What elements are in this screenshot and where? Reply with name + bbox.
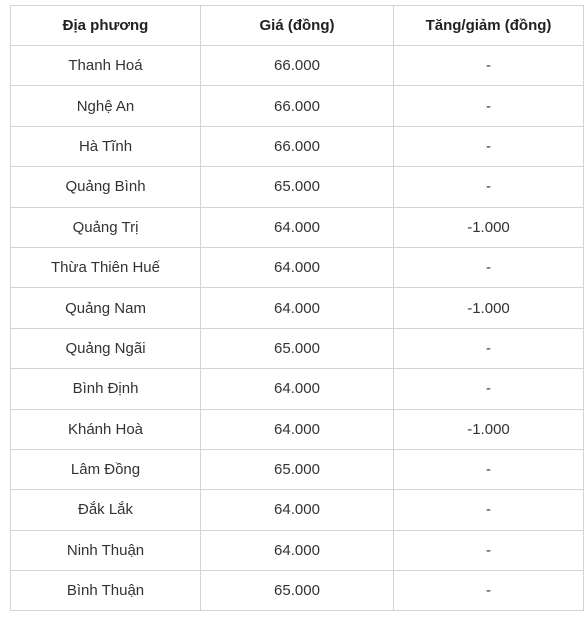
- price-cell: 65.000: [201, 167, 394, 207]
- table-row: [11, 247, 584, 287]
- table-row: [11, 490, 584, 530]
- header-change: Tăng/giảm (đồng): [394, 6, 584, 46]
- price-cell: 66.000: [201, 126, 394, 166]
- table-row: [11, 328, 584, 368]
- region-cell: Khánh Hoà: [11, 409, 201, 449]
- price-cell: 64.000: [201, 288, 394, 328]
- change-cell: -: [394, 247, 584, 287]
- price-cell: 66.000: [201, 46, 394, 86]
- region-cell: Quảng Trị: [11, 207, 201, 247]
- table-row: [11, 207, 584, 247]
- region-cell: Thừa Thiên Huế: [11, 247, 201, 287]
- table-row: [11, 167, 584, 207]
- change-cell: -: [394, 167, 584, 207]
- table-row: [11, 86, 584, 126]
- price-cell: 64.000: [201, 369, 394, 409]
- change-cell: -: [394, 449, 584, 489]
- table-body: [11, 46, 584, 611]
- price-cell: 65.000: [201, 571, 394, 611]
- region-cell: Đắk Lắk: [11, 490, 201, 530]
- change-cell: -: [394, 46, 584, 86]
- change-cell: -: [394, 490, 584, 530]
- price-cell: 64.000: [201, 247, 394, 287]
- table-row: [11, 449, 584, 489]
- price-cell: 66.000: [201, 86, 394, 126]
- region-cell: Thanh Hoá: [11, 46, 201, 86]
- table-row: [11, 288, 584, 328]
- change-cell: -: [394, 86, 584, 126]
- change-cell: -: [394, 328, 584, 368]
- change-cell: -1.000: [394, 288, 584, 328]
- region-cell: Nghệ An: [11, 86, 201, 126]
- price-cell: 64.000: [201, 409, 394, 449]
- price-cell: 64.000: [201, 530, 394, 570]
- table-row: [11, 369, 584, 409]
- change-cell: -: [394, 530, 584, 570]
- header-row: [11, 6, 584, 46]
- region-cell: Lâm Đồng: [11, 449, 201, 489]
- table-header: [11, 6, 584, 46]
- table-row: [11, 571, 584, 611]
- price-cell: 65.000: [201, 449, 394, 489]
- region-cell: Bình Định: [11, 369, 201, 409]
- change-cell: -: [394, 571, 584, 611]
- price-cell: 64.000: [201, 490, 394, 530]
- change-cell: -: [394, 369, 584, 409]
- price-table-container: [10, 5, 584, 611]
- change-cell: -: [394, 126, 584, 166]
- region-cell: Hà Tĩnh: [11, 126, 201, 166]
- table-row: [11, 409, 584, 449]
- table-row: [11, 126, 584, 166]
- header-price: Giá (đồng): [201, 6, 394, 46]
- header-region: Địa phương: [11, 6, 201, 46]
- table-row: [11, 46, 584, 86]
- region-cell: Quảng Ngãi: [11, 328, 201, 368]
- region-cell: Bình Thuận: [11, 571, 201, 611]
- price-cell: 64.000: [201, 207, 394, 247]
- region-cell: Ninh Thuận: [11, 530, 201, 570]
- region-cell: Quảng Bình: [11, 167, 201, 207]
- price-cell: 65.000: [201, 328, 394, 368]
- region-cell: Quảng Nam: [11, 288, 201, 328]
- change-cell: -1.000: [394, 409, 584, 449]
- change-cell: -1.000: [394, 207, 584, 247]
- price-table: [10, 5, 584, 611]
- table-row: [11, 530, 584, 570]
